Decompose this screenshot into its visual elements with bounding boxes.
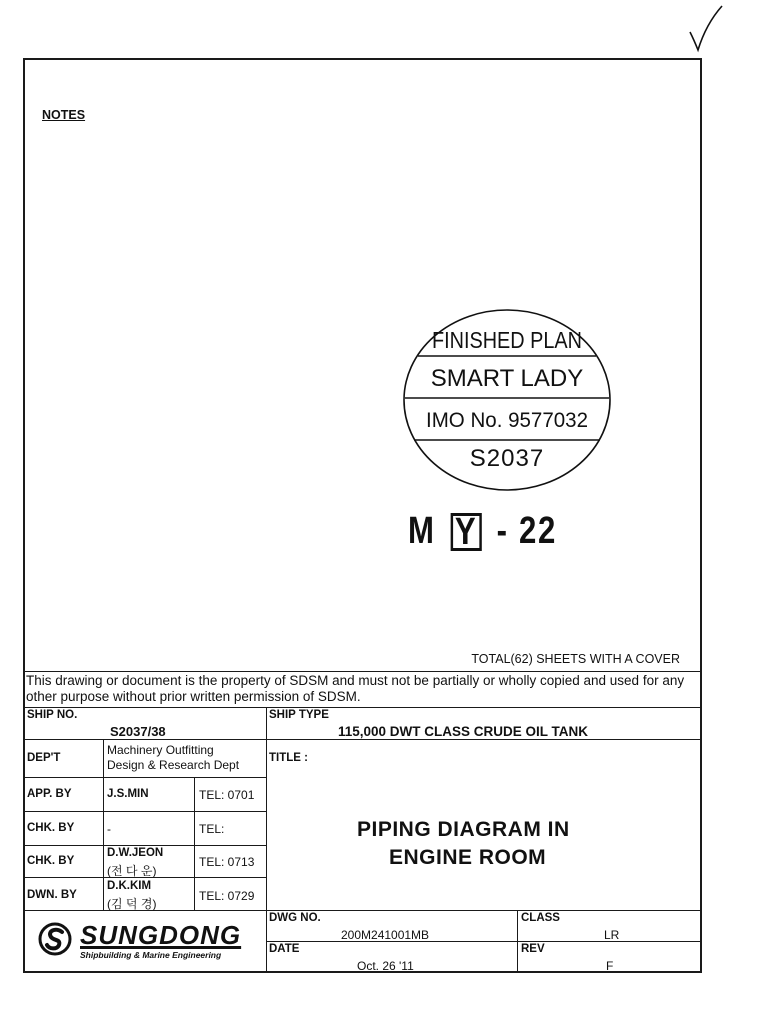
drawing-code [408,510,557,553]
chk-by-name: - [107,822,111,836]
dwn-by-label: DWN. BY [27,889,77,901]
stamp-hull-number: S2037 [469,445,545,472]
divider [266,707,267,973]
dept-label: DEP'T [27,752,61,764]
ship-no-value: S2037/38 [110,724,166,739]
sungdong-logo [38,920,264,964]
drawing-code-suffix: - 22 [496,510,557,552]
drawing-code-prefix: M [408,510,436,552]
stamp-ship-name: SMART LADY [430,365,584,392]
dwg-no-label: DWG NO. [269,912,321,924]
rev-value: F [606,959,614,973]
sungdong-emblem-icon [38,922,72,956]
app-by-tel: TEL: 0701 [199,788,255,802]
divider [23,811,266,812]
notes-heading: NOTES [42,108,86,122]
ship-type-label: SHIP TYPE [269,709,329,721]
divider [23,739,702,740]
logo-tagline: Shipbuilding & Marine Engineering [80,950,222,960]
drawing-code-boxed-letter: Y [451,513,482,551]
divider [194,777,195,910]
drawing-title-line2: ENGINE ROOM [389,846,547,869]
divider [517,910,518,973]
divider [23,845,266,846]
divider [23,707,702,708]
divider [23,671,702,672]
dwn-by-name: D.K.KIM [107,880,152,892]
dwn-by-tel: TEL: 0729 [199,889,255,903]
dwn-by-name-korean: (김 덕 경) [107,897,157,911]
dept-line2: Design & Research Dept [107,758,240,772]
date-label: DATE [269,943,300,955]
ship-no-label: SHIP NO. [27,709,78,721]
dept-line1: Machinery Outfitting [107,743,214,757]
class-label: CLASS [521,912,560,924]
ship-type-value: 115,000 DWT CLASS CRUDE OIL TANK [338,724,589,739]
divider [23,777,266,778]
logo-name: SUNGDONG [80,920,242,950]
check-mark-icon [686,2,726,54]
date-value: Oct. 26 '11 [357,959,414,973]
stamp-finished-plan: FINISHED PLAN [432,327,582,353]
dwg-no-value: 200M241001MB [341,928,430,942]
divider [103,739,104,910]
divider [266,941,702,942]
chk-by-label: CHK. BY [27,855,75,867]
chk-by-name: D.W.JEON [107,847,164,859]
chk-by-label: CHK. BY [27,822,75,834]
app-by-label: APP. BY [27,788,72,800]
chk-by-tel: TEL: 0713 [199,855,255,869]
finished-plan-stamp [400,306,615,496]
stamp-imo-number: IMO No. 9577032 [426,409,588,432]
total-sheets-note: TOTAL(62) SHEETS WITH A COVER [471,652,680,666]
app-by-name: J.S.MIN [107,788,149,800]
chk-by-tel: TEL: [199,822,225,836]
title-label: TITLE : [269,752,308,764]
class-value: LR [604,928,620,942]
property-notice: This drawing or document is the property of SDSM and must not be partially or wholly copied and used for any other purpose without prior written permission of SDSM. [26,673,685,704]
drawing-title-line1: PIPING DIAGRAM IN [357,818,570,841]
chk-by-name-korean: (전 다 운) [107,864,157,878]
rev-label: REV [521,943,545,955]
